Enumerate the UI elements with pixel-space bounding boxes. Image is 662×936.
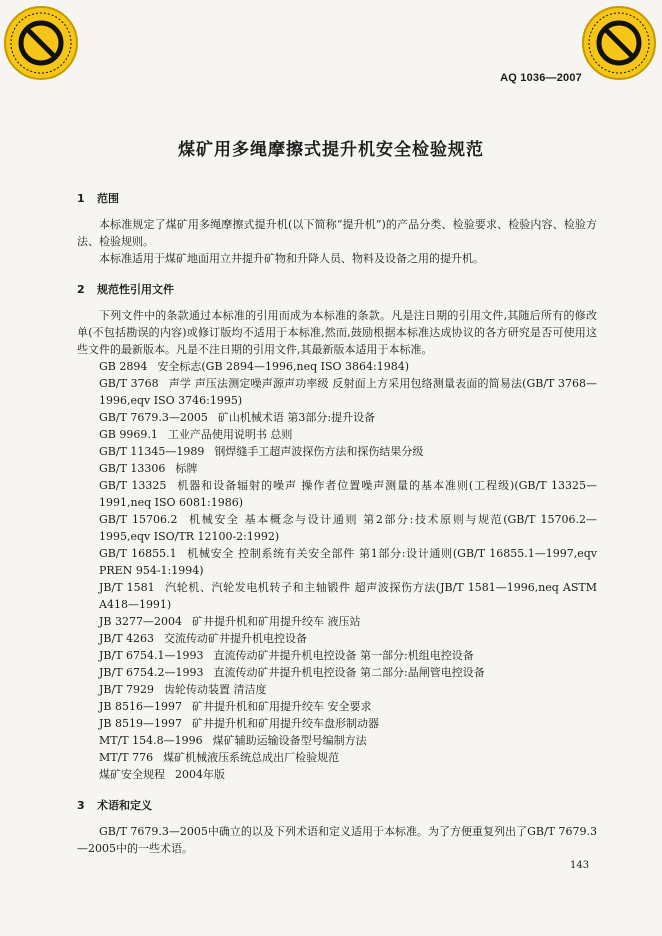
reference-item <box>77 613 597 630</box>
reference-code: GB 9969.1 <box>99 428 158 441</box>
section-number: 2 <box>77 283 85 296</box>
reference-code: JB/T 4263 <box>99 632 155 645</box>
section-number: 1 <box>77 192 85 205</box>
page-number: 143 <box>570 860 590 871</box>
watermark-stamp-right <box>582 6 656 80</box>
reference-title: 钢焊缝手工超声波探伤方法和探伤结果分级 <box>214 445 424 458</box>
reference-item <box>77 460 597 477</box>
reference-item <box>77 630 597 647</box>
terms-paragraph-1: GB/T 7679.3—2005中确立的以及下列术语和定义适用于本标准。为了方便重复列出了GB/T 7679.3—2005中的一些术语。 <box>77 825 597 855</box>
reference-title: 直流传动矿井提升机电控设备 第一部分:机组电控设备 <box>213 649 474 662</box>
reference-code: JB 8519—1997 <box>99 717 182 730</box>
reference-title: 矿井提升机和矿用提升绞车盘形制动器 <box>191 717 379 730</box>
reference-code: JB/T 1581 <box>99 581 155 594</box>
reference-code: JB 8516—1997 <box>99 700 182 713</box>
reference-code: GB/T 13306 <box>99 462 166 475</box>
reference-code: GB/T 13325 <box>99 479 167 492</box>
reference-title: 齿轮传动装置 清洁度 <box>164 683 267 696</box>
watermark-stamp-left <box>4 6 78 80</box>
reference-code: JB 3277—2004 <box>99 615 182 628</box>
reference-code: JB/T 6754.2—1993 <box>99 666 204 679</box>
section-number: 3 <box>77 799 85 812</box>
section-heading-normative-references <box>77 281 597 298</box>
reference-item <box>77 647 597 664</box>
document-title: 煤矿用多绳摩擦式提升机安全检验规范 <box>178 140 484 160</box>
reference-code: GB/T 7679.3—2005 <box>99 411 208 424</box>
section-title: 规范性引用文件 <box>97 283 174 296</box>
reference-code: GB/T 15706.2 <box>99 513 178 526</box>
reference-title: 汽轮机、汽轮发电机转子和主轴锻件 超声波探伤方法(JB/T 1581—1996,neq ASTM A418—1991) <box>99 581 597 611</box>
document-body <box>77 190 597 857</box>
reference-code: MT/T 776 <box>99 751 154 764</box>
reference-item <box>77 749 597 766</box>
reference-code: JB/T 7929 <box>99 683 155 696</box>
section-heading-scope <box>77 190 597 207</box>
reference-code: 煤矿安全规程 <box>99 768 165 781</box>
document-id: AQ 1036—2007 <box>500 72 582 84</box>
scope-paragraph-1: 本标准规定了煤矿用多绳摩擦式提升机(以下简称“提升机”)的产品分类、检验要求、检验内容、检验方法、检验规则。 <box>77 218 597 248</box>
reference-title: 标牌 <box>175 462 198 475</box>
reference-code: GB/T 3768 <box>99 377 159 390</box>
stamp-icon <box>6 8 76 78</box>
reference-item <box>77 409 597 426</box>
reference-title: 矿井提升机和矿用提升绞车 安全要求 <box>191 700 372 713</box>
stamp-icon <box>584 8 654 78</box>
section-heading-terms <box>77 797 597 814</box>
reference-title: 交流传动矿井提升机电控设备 <box>164 632 308 645</box>
section-title: 范围 <box>97 192 119 205</box>
reference-code: JB/T 6754.1—1993 <box>99 649 204 662</box>
reference-title: 煤矿机械液压系统总成出厂检验规范 <box>163 751 340 764</box>
scope-paragraph-2: 本标准适用于煤矿地面用立井提升矿物和升降人员、物料及设备之用的提升机。 <box>99 252 484 265</box>
reference-code: GB/T 11345—1989 <box>99 445 205 458</box>
reference-item <box>77 664 597 681</box>
reference-code: MT/T 154.8—1996 <box>99 734 203 747</box>
reference-list <box>77 358 597 783</box>
reference-code: GB/T 16855.1 <box>99 547 177 560</box>
reference-item <box>77 443 597 460</box>
reference-title: 机械安全 控制系统有关安全部件 第1部分:设计通则(GB/T 16855.1—1997,eqv PREN 954-1:1994) <box>99 547 597 577</box>
reference-title: 机器和设备辐射的噪声 操作者位置噪声测量的基本准则(工程级)(GB/T 13325—1991,neq ISO 6081:1986) <box>99 479 597 509</box>
reference-title: 矿山机械术语 第3部分:提升设备 <box>217 411 376 424</box>
reference-title: 直流传动矿井提升机电控设备 第二部分:晶闸管电控设备 <box>213 666 485 679</box>
reference-title: 声学 声压法测定噪声源声功率级 反射面上方采用包络测量表面的简易法(GB/T 3768—1996,eqv ISO 3746:1995) <box>99 377 598 407</box>
reference-item <box>77 426 597 443</box>
reference-item <box>77 698 597 715</box>
reference-item <box>77 375 597 409</box>
reference-code: GB 2894 <box>99 360 148 373</box>
reference-title: 矿井提升机和矿用提升绞车 液压站 <box>191 615 361 628</box>
reference-item <box>77 732 597 749</box>
reference-title: 2004年版 <box>175 768 225 781</box>
section-title: 术语和定义 <box>97 799 152 812</box>
reference-title: 安全标志(GB 2894—1996,neq ISO 3864:1984) <box>157 360 410 373</box>
reference-title: 工业产品使用说明书 总则 <box>167 428 293 441</box>
reference-item <box>77 477 597 511</box>
reference-item <box>77 511 597 545</box>
reference-item <box>77 545 597 579</box>
reference-title: 煤矿辅助运输设备型号编制方法 <box>212 734 367 747</box>
reference-item <box>77 579 597 613</box>
reference-title: 机械安全 基本概念与设计通则 第2部分:技术原则与规范(GB/T 15706.2—1995,eqv ISO/TR 12100-2:1992) <box>99 513 597 543</box>
reference-item <box>77 681 597 698</box>
reference-item <box>77 715 597 732</box>
references-intro: 下列文件中的条款通过本标准的引用而成为本标准的条款。凡是注日期的引用文件,其随后所有的修改单(不包括勘误的内容)或修订版均不适用于本标准,然而,鼓励根据本标准达成协议的各方研究是否可使用这些文件的最新版本。凡是不注日期的引用文件,其最新版本适用于本标准。 <box>77 309 597 356</box>
reference-item <box>77 766 597 783</box>
reference-item <box>77 358 597 375</box>
